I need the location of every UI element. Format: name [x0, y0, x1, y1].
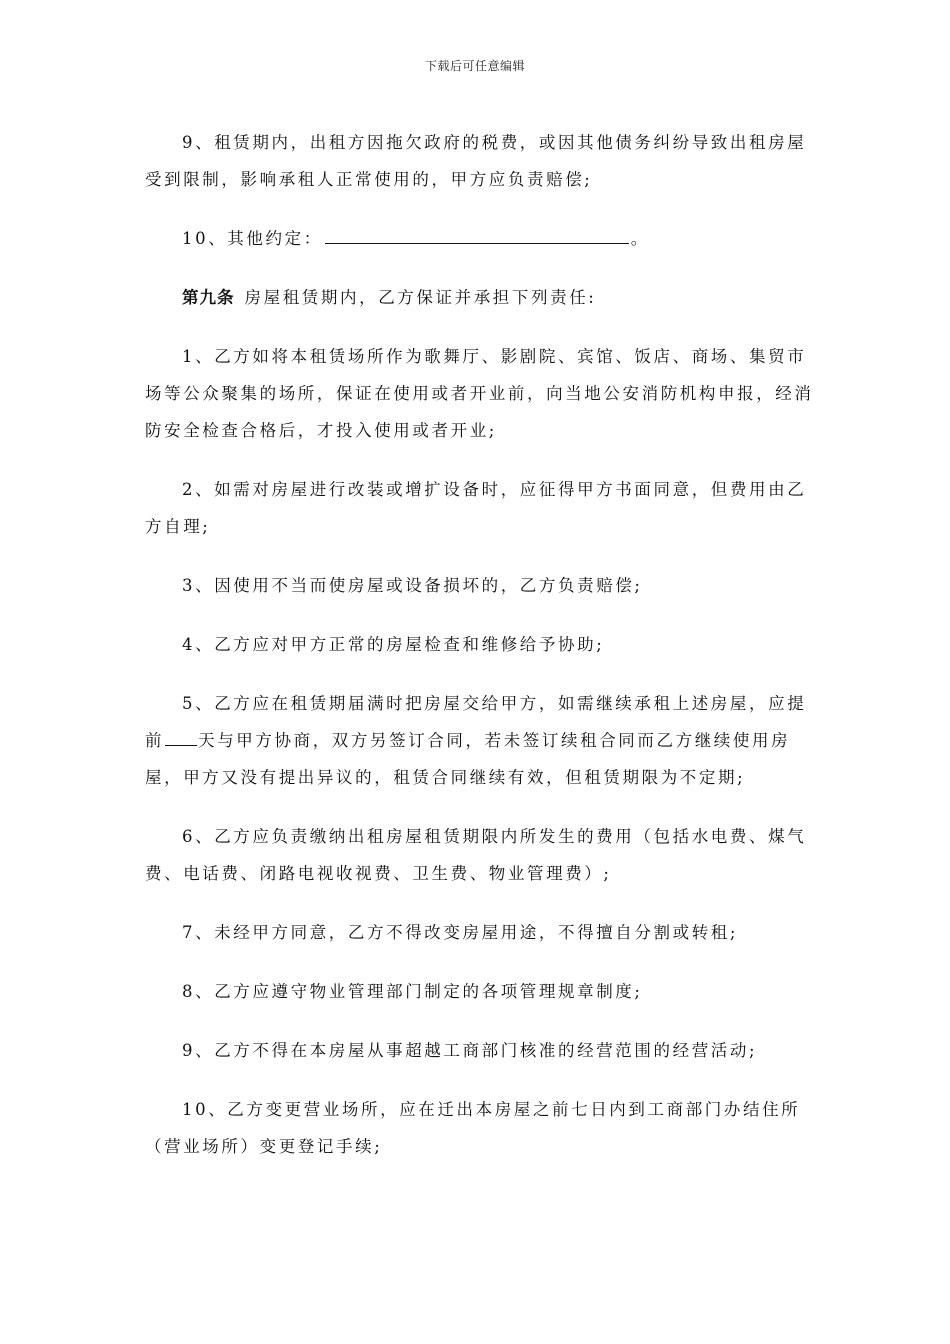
article-9-item-6: 6、乙方应负责缴纳出租房屋租赁期限内所发生的费用（包括水电费、煤气费、电话费、闭路电视收视费、卫生费、物业管理费）; [145, 827, 807, 883]
clause-10-label: 10、其他约定： [182, 229, 323, 248]
article-9-item-10: 10、乙方变更营业场所，应在迁出本房屋之前七日内到工商部门办结住所（营业场所）变更登记手续; [145, 1100, 801, 1156]
article-9-item-8: 8、乙方应遵守物业管理部门制定的各项管理规章制度; [182, 982, 643, 1001]
article-9-item-9: 9、乙方不得在本房屋从事超越工商部门核准的经营范围的经营活动; [182, 1041, 758, 1060]
other-agreement-blank [325, 223, 629, 244]
article-9-item-7: 7、未经甲方同意，乙方不得改变房屋用途，不得擅自分割或转租; [182, 923, 739, 942]
document-body [145, 124, 815, 1187]
article-9-item-3: 3、因使用不当而使房屋或设备损坏的，乙方负责赔偿; [182, 576, 643, 595]
notice-days-blank [165, 725, 197, 746]
page-header: 下载后可任意编辑 [424, 59, 525, 73]
article-9-item-1: 1、乙方如将本租赁场所作为歌舞厅、影剧院、宾馆、饭店、商场、集贸市场等公众聚集的场所，保证在使用或者开业前，向当地公安消防机构申报，经消防安全检查合格后，才投入使用或者开业; [145, 347, 814, 440]
item-5-text-a: 5、乙方应在租赁期届满时把房屋交给甲方，如需继续承租上述房屋，应提前 [145, 694, 807, 750]
item-5-text-b: 天与甲方协商，双方另签订合同，若未签订续租合同而乙方继续使用房屋，甲方又没有提出异议的，租赁合同继续有效，但租赁期限为不定期; [145, 731, 791, 787]
article-9-title: 第九条 [182, 288, 235, 307]
clause-10 [145, 220, 815, 257]
article-9-item-5 [145, 685, 815, 796]
article-9-intro: 房屋租赁期内，乙方保证并承担下列责任: [244, 288, 597, 307]
article-9-heading [145, 279, 815, 316]
clause-10-end: 。 [630, 229, 650, 248]
clause-9: 9、租赁期内，出租方因拖欠政府的税费，或因其他债务纠纷导致出租房屋受到限制，影响承租人正常使用的，甲方应负责赔偿; [145, 133, 807, 189]
article-9-item-2: 2、如需对房屋进行改装或增扩设备时，应征得甲方书面同意，但费用由乙方自理; [145, 480, 807, 536]
article-9-item-4: 4、乙方应对甲方正常的房屋检查和维修给予协助; [182, 635, 605, 654]
